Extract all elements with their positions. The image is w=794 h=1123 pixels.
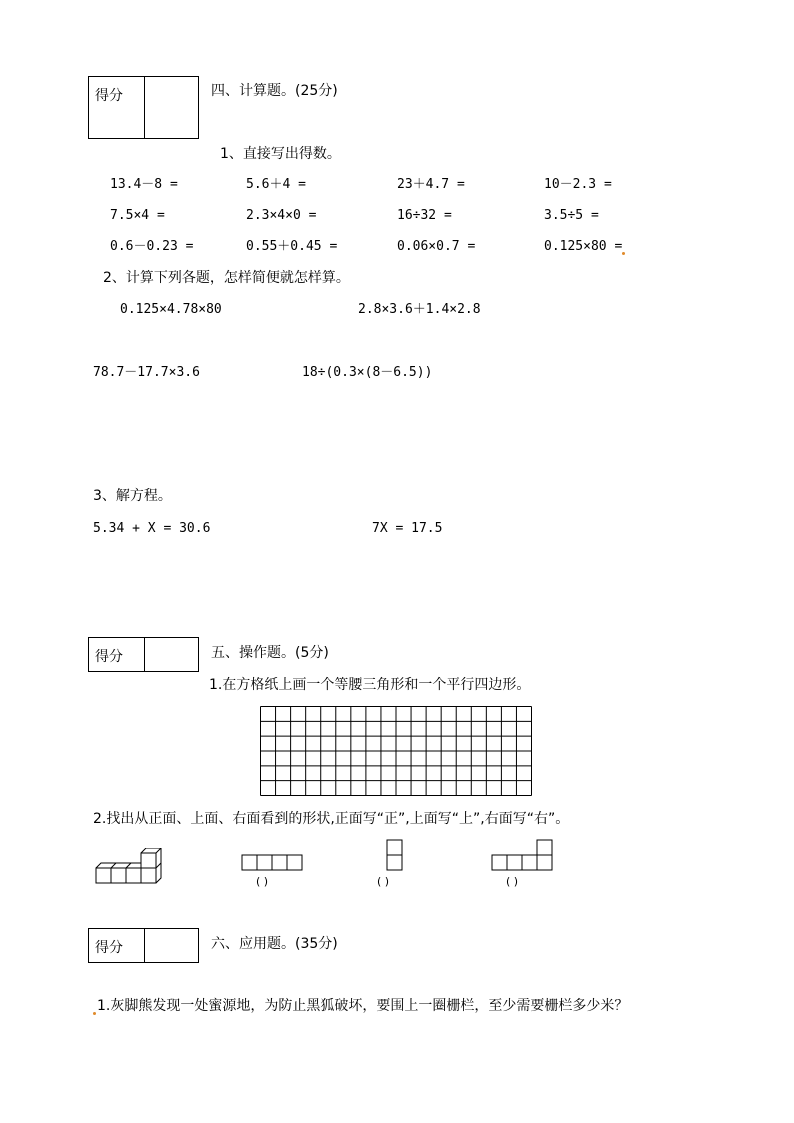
score-label: 得分 [95,649,123,665]
calc-item: 13.4－8 = [110,177,178,192]
section6-title: 六、应用题。(35分) [211,936,338,952]
calc-item: 2.3×4×0 = [246,208,317,223]
accent-dot [93,1012,96,1015]
calc-expression: 0.125×4.78×80 [120,302,222,317]
application-q1: 1.灰脚熊发现一处蜜源地，为防止黑狐破坏，要围上一圈栅栏，至少需要栅栏多少米？ [97,998,629,1014]
calc-item: 10－2.3 = [544,177,612,192]
equation: 5.34 + X = 30.6 [93,521,211,536]
score-box-divider [144,929,145,962]
calc-item: 7.5×4 = [110,208,165,223]
calc-expression: 2.8×3.6＋1.4×2.8 [358,302,481,317]
view-option-2 [386,839,404,873]
accent-dot [622,252,625,255]
answer-blank[interactable]: ( ) [377,875,390,888]
operation-q2: 2.找出从正面、上面、右面看到的形状,正面写“正”,上面写“上”,右面写“右”。 [93,811,570,827]
calc-item: 23＋4.7 = [397,177,465,192]
view-option-3 [491,839,555,873]
q3-title: 3、解方程。 [93,488,172,504]
score-box-divider [144,77,145,138]
q1-title: 1、直接写出得数。 [220,146,341,162]
answer-blank[interactable]: ( ) [256,875,269,888]
score-label: 得分 [95,88,123,104]
q2-title: 2、计算下列各题，怎样简便就怎样算。 [103,270,350,286]
score-label: 得分 [95,940,123,956]
section4-title: 四、计算题。(25分) [211,83,338,99]
score-box-section5 [88,637,199,672]
calc-item: 5.6＋4 = [246,177,306,192]
calc-item: 0.06×0.7 = [397,239,476,254]
calc-item: 0.125×80 = [544,239,623,254]
score-box-section4 [88,76,199,139]
score-box-section6 [88,928,199,963]
answer-blank[interactable]: ( ) [506,875,519,888]
section5-title: 五、操作题。(5分) [211,645,329,661]
operation-q1: 1.在方格纸上画一个等腰三角形和一个平行四边形。 [209,677,531,693]
equation: 7X = 17.5 [372,521,443,536]
calc-item: 3.5÷5 = [544,208,599,223]
score-box-divider [144,638,145,671]
calc-item: 0.6－0.23 = [110,239,194,254]
view-option-1 [241,854,305,872]
cube-solid-figure [95,848,165,888]
graph-paper-grid [260,706,532,796]
calc-item: 16÷32 = [397,208,452,223]
calc-expression: 18÷(0.3×(8－6.5)) [302,365,433,380]
calc-expression: 78.7－17.7×3.6 [93,365,200,380]
calc-item: 0.55＋0.45 = [246,239,338,254]
